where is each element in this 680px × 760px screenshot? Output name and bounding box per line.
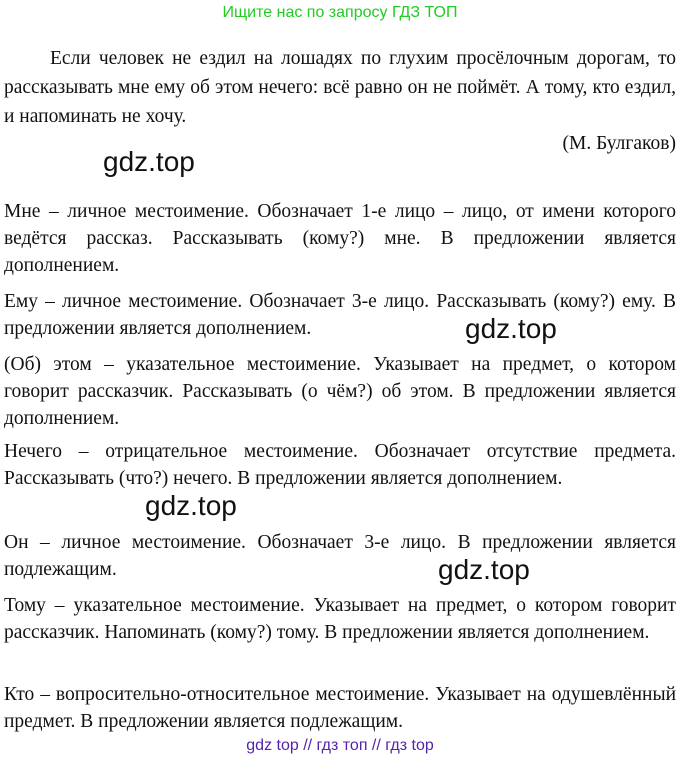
watermark: gdz.top — [438, 554, 530, 585]
analysis-paragraph-nechego: Нечего – отрицательное местоимение. Обозначает отсутствие предмета. Рассказывать (что?) нечего. В предложении является дополнением. — [4, 441, 676, 489]
analysis-paragraph-mne: Мне – личное местоимение. Обозначает 1-е лицо – лицо, от имени которого ведётся рассказ. Рассказывать (кому?) мне. В предложении является дополнением. — [4, 201, 676, 276]
watermark: gdz.top — [145, 490, 237, 521]
quote-author: (М. Булгаков) — [562, 133, 676, 154]
analysis-paragraph-emu: Ему – личное местоимение. Обозначает 3-е лицо. Рассказывать (кому?) ему. В предложении является дополнением. — [4, 291, 676, 339]
analysis-paragraph-kto: Кто – вопросительно-относительное местоимение. Указывает на одушевлённый предмет. В предложении является подлежащим. — [4, 684, 676, 732]
analysis-paragraph-etom: (Об) этом – указательное местоимение. Указывает на предмет, о котором говорит рассказчик. Рассказывать (о чём?) об этом. В предложении является дополнением. — [4, 354, 676, 429]
footer-links[interactable]: gdz top // гдз топ // гдз top — [246, 737, 434, 754]
analysis-paragraph-on: Он – личное местоимение. Обозначает 3-е лицо. В предложении является подлежащим. — [4, 532, 676, 580]
watermark: gdz.top — [465, 313, 557, 344]
top-banner[interactable]: Ищите нас по запросу ГДЗ ТОП — [222, 4, 458, 21]
quote-text: Если человек не ездил на лошадях по глухим просёлочным дорогам, то рассказывать мне ему об этом нечего: всё равно он не поймёт. А тому, кто ездил, и напоминать не хочу. — [4, 48, 676, 127]
watermark: gdz.top — [103, 146, 195, 177]
analysis-paragraph-tomu: Тому – указательное местоимение. Указывает на предмет, о котором говорит рассказчик. Напоминать (кому?) тому. В предложении является дополнением. — [4, 595, 676, 643]
